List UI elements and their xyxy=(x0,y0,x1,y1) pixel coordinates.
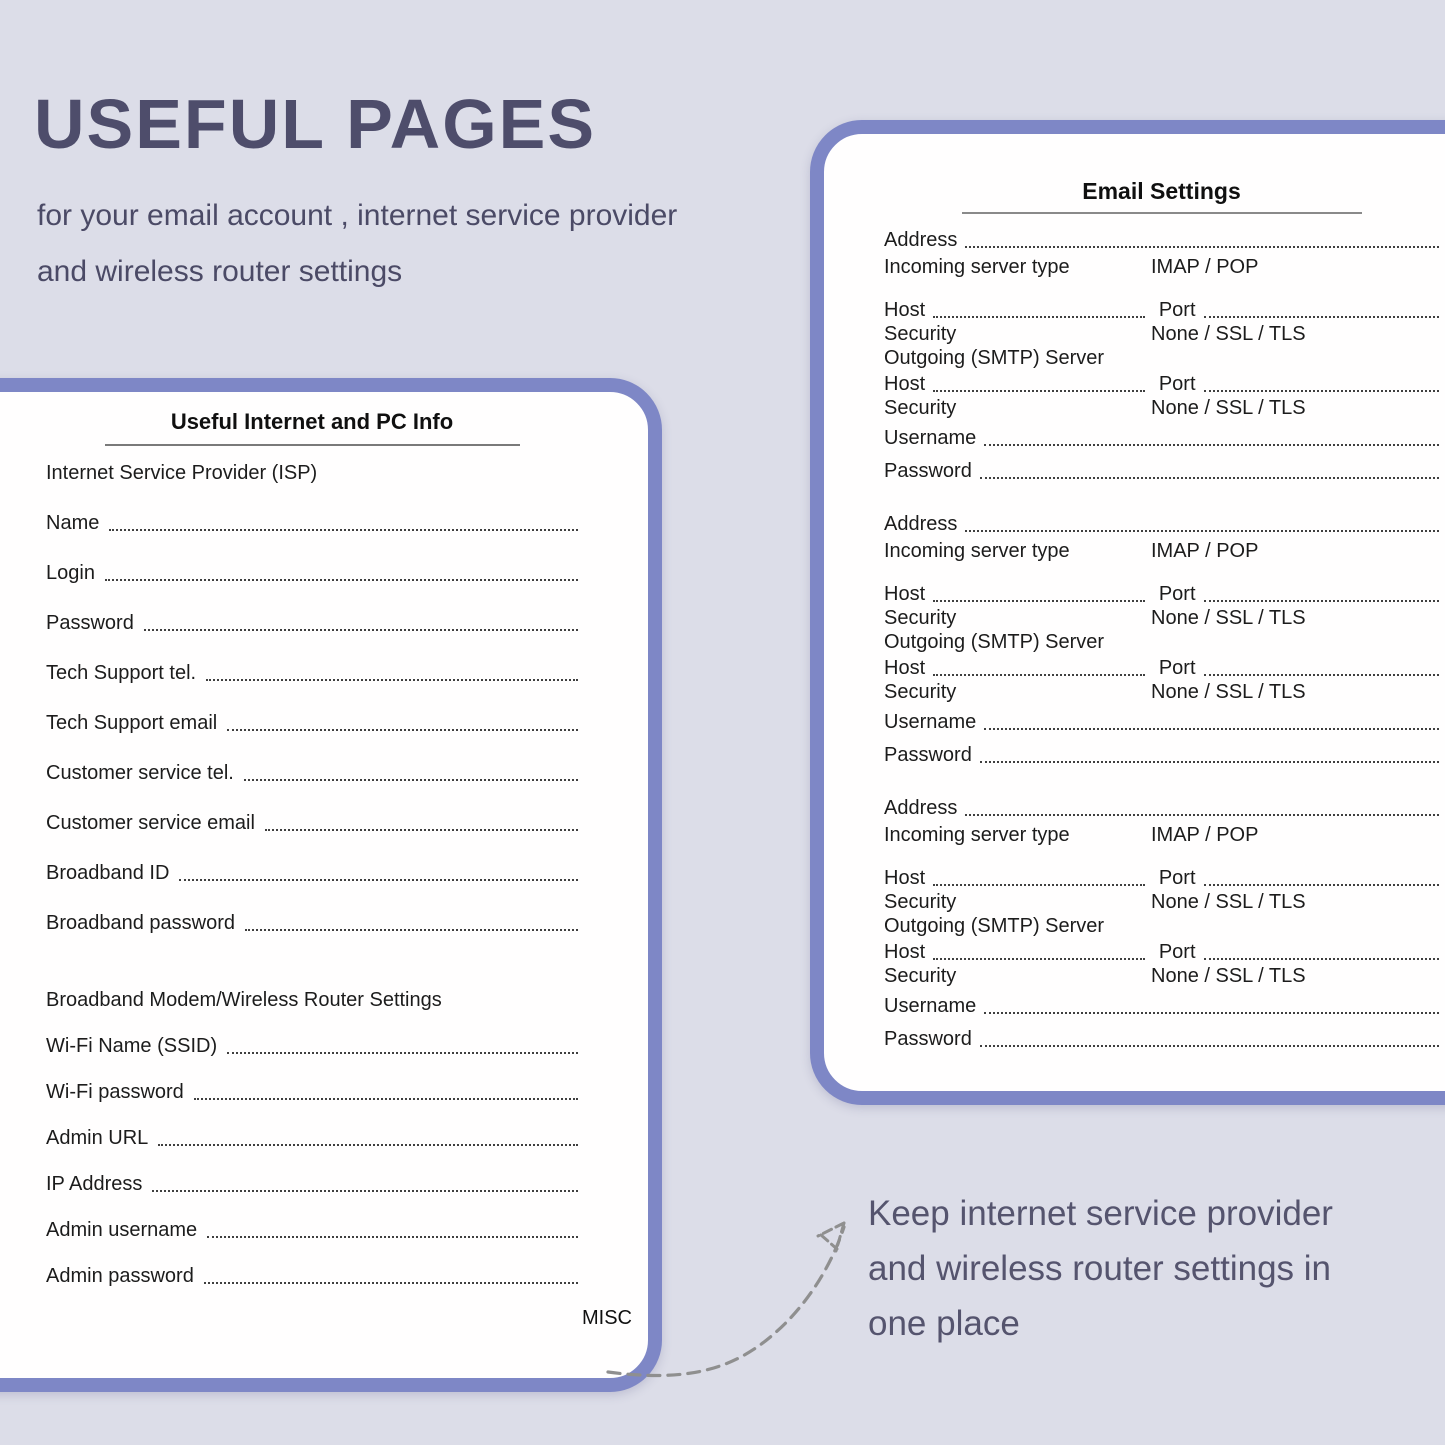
email-settings-block xyxy=(884,512,1439,767)
field-label: Customer service tel. xyxy=(46,762,234,784)
field-label: Address xyxy=(884,797,958,819)
field-label: Port xyxy=(1158,941,1196,963)
field-row xyxy=(46,860,578,886)
field-label: Username xyxy=(884,711,977,733)
field-row xyxy=(46,560,578,586)
dotted-line xyxy=(1204,958,1439,960)
address-field-row xyxy=(884,512,1439,536)
field-label: Port xyxy=(1158,657,1196,679)
security-row xyxy=(884,964,1439,988)
field-options: None / SSL / TLS xyxy=(1151,965,1306,987)
dotted-line xyxy=(265,829,578,831)
field-options: None / SSL / TLS xyxy=(1151,681,1306,703)
incoming-server-row xyxy=(884,823,1439,847)
field-label: Customer service email xyxy=(46,812,255,834)
dotted-line xyxy=(179,879,578,881)
field-row xyxy=(46,810,578,836)
field-label: Tech Support email xyxy=(46,712,218,734)
field-label: Username xyxy=(884,427,977,449)
field-row xyxy=(46,710,578,736)
field-options: IMAP / POP xyxy=(1151,540,1259,562)
dotted-line xyxy=(1204,674,1439,676)
dotted-line xyxy=(984,444,1439,446)
dotted-line xyxy=(980,1045,1439,1047)
dotted-line xyxy=(933,674,1145,676)
page-subtitle: for your email account , internet service provider and wireless router settings xyxy=(37,199,678,288)
dotted-line xyxy=(965,246,1439,248)
field-label: IP Address xyxy=(46,1173,143,1195)
dotted-line xyxy=(204,1282,578,1284)
dotted-line xyxy=(1204,600,1439,602)
host-port-row xyxy=(884,372,1439,396)
field-row xyxy=(46,1125,578,1151)
dotted-line xyxy=(245,929,578,931)
field-row xyxy=(46,1217,578,1243)
security-row xyxy=(884,322,1439,346)
field-label: Host xyxy=(884,299,926,321)
dotted-line xyxy=(194,1098,578,1100)
field-label: Wi-Fi Name (SSID) xyxy=(46,1035,218,1057)
dotted-line xyxy=(152,1190,578,1192)
host-port-row xyxy=(884,656,1439,680)
field-row xyxy=(46,1079,578,1105)
outgoing-server-heading xyxy=(884,630,1439,654)
security-row xyxy=(884,606,1439,630)
username-field-row xyxy=(884,710,1439,734)
field-label: Password xyxy=(46,612,134,634)
left-card-title: Useful Internet and PC Info xyxy=(170,409,454,434)
field-label: Security xyxy=(884,397,957,419)
dotted-line xyxy=(1204,316,1439,318)
right-card-title: Email Settings xyxy=(1082,178,1241,204)
field-label: Security xyxy=(884,681,957,703)
field-label: Host xyxy=(884,657,926,679)
field-row xyxy=(46,610,578,636)
field-label: Port xyxy=(1158,373,1196,395)
field-row xyxy=(46,1171,578,1197)
outgoing-server-heading xyxy=(884,914,1439,938)
dotted-line xyxy=(933,884,1145,886)
dotted-line xyxy=(227,729,578,731)
field-label: Outgoing (SMTP) Server xyxy=(884,915,1105,937)
field-row xyxy=(46,760,578,786)
dotted-line xyxy=(227,1052,578,1054)
security-row xyxy=(884,396,1439,420)
dotted-line xyxy=(984,1012,1439,1014)
caption-text: Keep internet service provider and wireless router settings in one place xyxy=(868,1194,1333,1343)
field-label: Broadband password xyxy=(46,912,236,934)
internet-info-page xyxy=(0,378,662,1392)
dotted-line xyxy=(244,779,578,781)
dotted-line xyxy=(109,529,578,531)
field-label: Admin password xyxy=(46,1265,194,1287)
field-label: Password xyxy=(884,460,972,482)
field-label: Port xyxy=(1158,867,1196,889)
field-label: Host xyxy=(884,941,926,963)
incoming-server-row xyxy=(884,255,1439,279)
password-field-row xyxy=(884,743,1439,767)
dotted-line xyxy=(105,579,578,581)
field-label: Admin username xyxy=(46,1219,198,1241)
field-label: Port xyxy=(1158,299,1196,321)
address-field-row xyxy=(884,228,1439,252)
dotted-line xyxy=(980,761,1439,763)
host-port-row xyxy=(884,866,1439,890)
field-label: Outgoing (SMTP) Server xyxy=(884,347,1105,369)
username-field-row xyxy=(884,994,1439,1018)
outgoing-server-heading xyxy=(884,346,1439,370)
host-port-row xyxy=(884,582,1439,606)
email-blocks-list xyxy=(884,228,1439,1051)
field-label: Host xyxy=(884,583,926,605)
field-label: Address xyxy=(884,229,958,251)
email-settings-page xyxy=(810,120,1445,1105)
field-options: None / SSL / TLS xyxy=(1151,397,1306,419)
email-settings-block xyxy=(884,796,1439,1051)
field-label: Address xyxy=(884,513,958,535)
security-row xyxy=(884,680,1439,704)
field-label: Login xyxy=(46,562,95,584)
field-options: IMAP / POP xyxy=(1151,256,1259,278)
dotted-line xyxy=(158,1144,578,1146)
host-port-row xyxy=(884,298,1439,322)
field-label: Password xyxy=(884,744,972,766)
field-label: Incoming server type xyxy=(884,540,1070,562)
security-row xyxy=(884,890,1439,914)
page-title: USEFUL PAGES xyxy=(34,85,597,163)
title-underline xyxy=(962,212,1362,214)
dotted-line xyxy=(933,390,1145,392)
host-port-row xyxy=(884,940,1439,964)
field-label: Username xyxy=(884,995,977,1017)
router-section-heading: Broadband Modem/Wireless Router Settings xyxy=(46,989,442,1011)
username-field-row xyxy=(884,426,1439,450)
field-options: None / SSL / TLS xyxy=(1151,323,1306,345)
field-label: Password xyxy=(884,1028,972,1050)
dotted-line xyxy=(984,728,1439,730)
field-row xyxy=(46,510,578,536)
field-label: Wi-Fi password xyxy=(46,1081,184,1103)
field-label: Name xyxy=(46,512,100,534)
field-label: Admin URL xyxy=(46,1127,149,1149)
incoming-server-row xyxy=(884,539,1439,563)
field-label: Incoming server type xyxy=(884,824,1070,846)
misc-corner-label: MISC xyxy=(582,1307,632,1329)
isp-fields-list xyxy=(46,510,578,936)
password-field-row xyxy=(884,459,1439,483)
field-label: Host xyxy=(884,373,926,395)
field-label: Security xyxy=(884,965,957,987)
router-fields-list xyxy=(46,1033,578,1289)
title-underline xyxy=(105,444,520,446)
dotted-line xyxy=(933,958,1145,960)
field-label: Incoming server type xyxy=(884,256,1070,278)
field-row xyxy=(46,1263,578,1289)
dotted-line xyxy=(980,477,1439,479)
field-label: Security xyxy=(884,891,957,913)
email-settings-block xyxy=(884,228,1439,483)
field-label: Tech Support tel. xyxy=(46,662,197,684)
dotted-line xyxy=(1204,884,1439,886)
dotted-line xyxy=(933,600,1145,602)
field-row xyxy=(46,1033,578,1059)
dotted-line xyxy=(965,530,1439,532)
field-options: None / SSL / TLS xyxy=(1151,607,1306,629)
dotted-line xyxy=(207,1236,578,1238)
address-field-row xyxy=(884,796,1439,820)
dotted-line xyxy=(206,679,578,681)
field-row xyxy=(46,910,578,936)
field-row xyxy=(46,660,578,686)
field-label: Port xyxy=(1158,583,1196,605)
field-options: IMAP / POP xyxy=(1151,824,1259,846)
curved-arrow-icon xyxy=(590,1205,870,1390)
field-label: Security xyxy=(884,323,957,345)
field-label: Host xyxy=(884,867,926,889)
field-label: Outgoing (SMTP) Server xyxy=(884,631,1105,653)
dotted-line xyxy=(144,629,578,631)
dotted-line xyxy=(1204,390,1439,392)
dotted-line xyxy=(965,814,1439,816)
field-label: Security xyxy=(884,607,957,629)
dotted-line xyxy=(933,316,1145,318)
isp-section-heading: Internet Service Provider (ISP) xyxy=(46,462,318,484)
field-options: None / SSL / TLS xyxy=(1151,891,1306,913)
password-field-row xyxy=(884,1027,1439,1051)
field-label: Broadband ID xyxy=(46,862,170,884)
